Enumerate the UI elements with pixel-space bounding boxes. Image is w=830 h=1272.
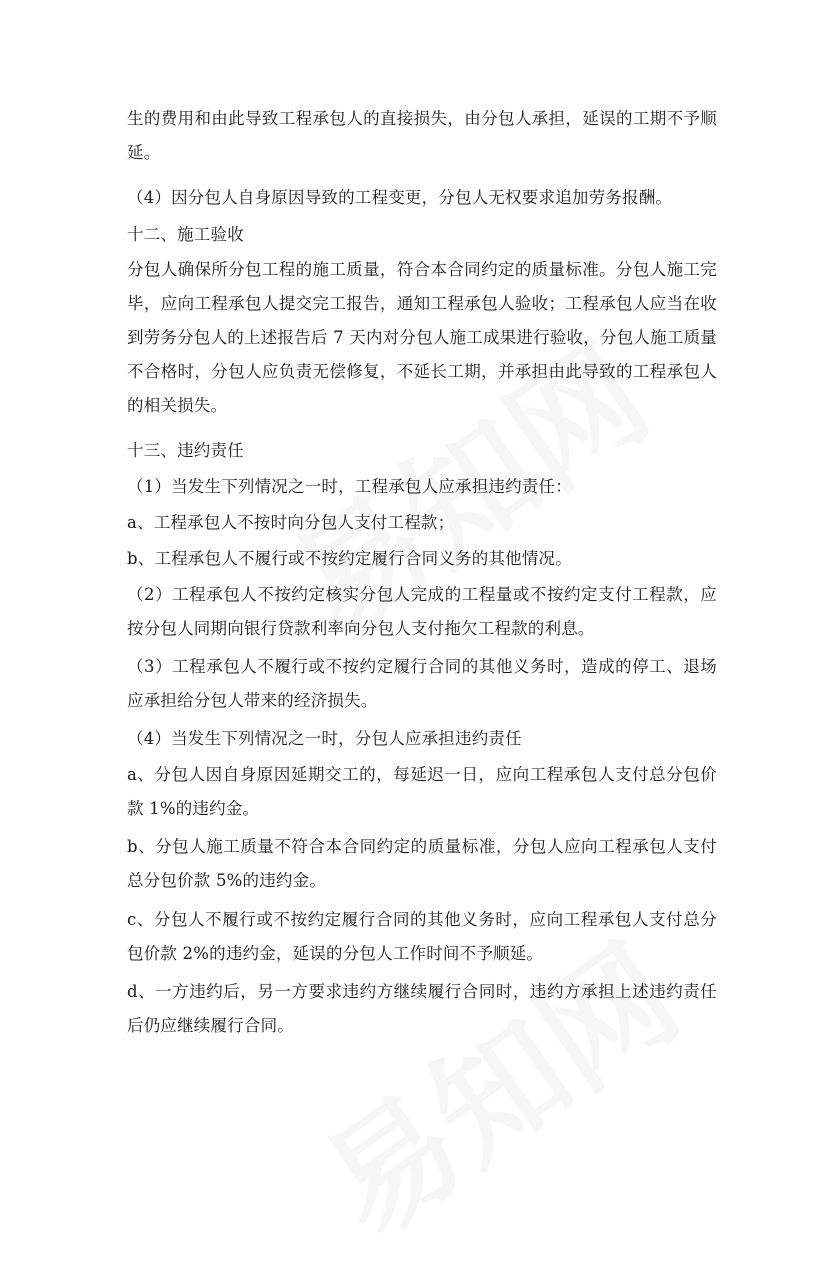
paragraph: （3）工程承包人不履行或不按约定履行合同的其他义务时，造成的停工、退场应承担给分包人带来的经济损失。 xyxy=(127,657,717,710)
paragraph: （4）当发生下列情况之一时，分包人应承担违约责任 xyxy=(127,729,522,748)
paragraph: （1）当发生下列情况之一时，工程承包人应承担违约责任： xyxy=(127,477,572,496)
section-heading: 十二、施工验收 xyxy=(127,225,244,244)
list-item: d、一方违约后，另一方要求违约方继续履行合同时，违约方承担上述违约责任后仍应继续履行合同。 xyxy=(127,982,717,1035)
paragraph: 生的费用和由此导致工程承包人的直接损失，由分包人承担，延误的工期不予顺延。 xyxy=(127,109,717,162)
list-item: b、分包人施工质量不符合本合同约定的质量标准，分包人应向工程承包人支付总分包价款 5%的违约金。 xyxy=(127,837,717,890)
section-heading: 十三、违约责任 xyxy=(127,441,244,460)
list-item: c、分包人不履行或不按约定履行合同的其他义务时，应向工程承包人支付总分包价款 2%的违约金，延误的分包人工作时间不予顺延。 xyxy=(127,910,717,963)
paragraph: （4）因分包人自身原因导致的工程变更，分包人无权要求追加劳务报酬。 xyxy=(127,188,673,207)
list-item: b、工程承包人不履行或不按约定履行合同义务的其他情况。 xyxy=(127,549,572,568)
paragraph: （2）工程承包人不按约定核实分包人完成的工程量或不按约定支付工程款，应按分包人同期向银行贷款利率向分包人支付拖欠工程款的利息。 xyxy=(127,585,717,638)
list-item: a、分包人因自身原因延期交工的，每延迟一日，应向工程承包人支付总分包价款 1%的违约金。 xyxy=(127,765,717,818)
list-item: a、工程承包人不按时向分包人支付工程款； xyxy=(127,513,455,532)
paragraph: 分包人确保所分包工程的施工质量，符合本合同约定的质量标准。分包人施工完毕，应向工程承包人提交完工报告，通知工程承包人验收；工程承包人应当在收到劳务分包人的上述报告后 7 天内对分包人施工成果进行验收，分包人施工质量不合格时，分包人应负责无偿修复，不延长工期，并承担由此导致的工程承包人的相关损失。 xyxy=(127,260,717,415)
